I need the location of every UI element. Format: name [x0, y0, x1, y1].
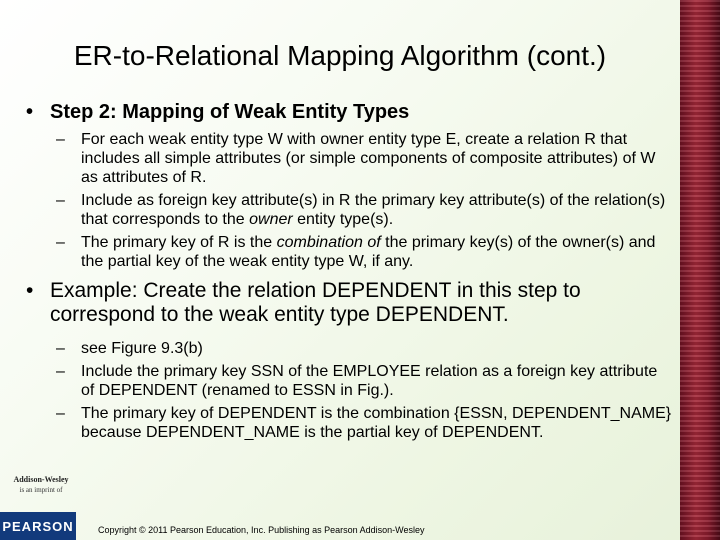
addison-wesley-logo: Addison-Wesley	[13, 475, 69, 484]
dash-marker: –	[56, 234, 65, 251]
example-subpoints	[52, 339, 672, 442]
dash-marker: –	[56, 340, 65, 357]
slide-content	[22, 100, 672, 446]
pearson-logo: PEARSON	[0, 512, 76, 540]
dash-marker: –	[56, 192, 65, 209]
subpoint-create-relation	[52, 130, 672, 187]
subpoint-text: Include the primary key SSN of the EMPLOYEE relation as a foreign key attribute of DEPENDENT (renamed to ESSN in Fig.).	[81, 363, 658, 399]
step-2-subpoints	[52, 130, 672, 271]
bullet-marker: •	[26, 279, 34, 302]
subpoint-text-italic: owner	[249, 211, 293, 228]
imprint-text: is an imprint of	[19, 486, 63, 494]
subpoint-text: see Figure 9.3(b)	[81, 340, 203, 357]
subpoint-primary-key	[52, 233, 672, 271]
bullet-text: Example: Create the relation DEPENDENT in this step to correspond to the weak entity type DEPENDENT.	[50, 279, 581, 326]
subpoint-include-ssn	[52, 362, 672, 400]
bullet-marker: •	[26, 101, 34, 123]
subpoint-text-pre: Include as foreign key attribute(s) in R the primary key attribute(s) of the relation(s) that corresponds to the	[81, 192, 666, 228]
dash-marker: –	[56, 363, 65, 380]
dash-marker: –	[56, 131, 65, 148]
subpoint-see-figure	[52, 339, 672, 358]
slide-title: ER-to-Relational Mapping Algorithm (cont.)	[73, 40, 607, 71]
subpoint-text: For each weak entity type W with owner entity type E, create a relation R that includes all simple attributes (or simple components of composite attributes) of W as attributes of R.	[81, 131, 656, 186]
bullet-step-2	[22, 100, 672, 124]
subpoint-text: The primary key of DEPENDENT is the combination {ESSN, DEPENDENT_NAME} because DEPENDENT_NAME is the partial key of DEPENDENT.	[81, 405, 672, 441]
subpoint-text-post: the primary key(s) of the owner(s) and the partial key of the weak entity type W, if any.	[81, 234, 656, 270]
subpoint-text-pre: The primary key of R is the	[81, 234, 277, 251]
subpoint-text-post: entity type(s).	[292, 211, 394, 228]
bullet-text: Step 2: Mapping of Weak Entity Types	[50, 101, 410, 123]
dash-marker: –	[56, 405, 65, 422]
subpoint-text-italic: combination of	[276, 234, 381, 251]
bullet-example	[22, 279, 672, 327]
subpoint-dependent-key	[52, 404, 672, 442]
copyright-footer: Copyright © 2011 Pearson Education, Inc. Publishing as Pearson Addison-Wesley	[98, 525, 425, 535]
subpoint-foreign-key	[52, 191, 672, 229]
decorative-side-strip	[680, 0, 720, 540]
